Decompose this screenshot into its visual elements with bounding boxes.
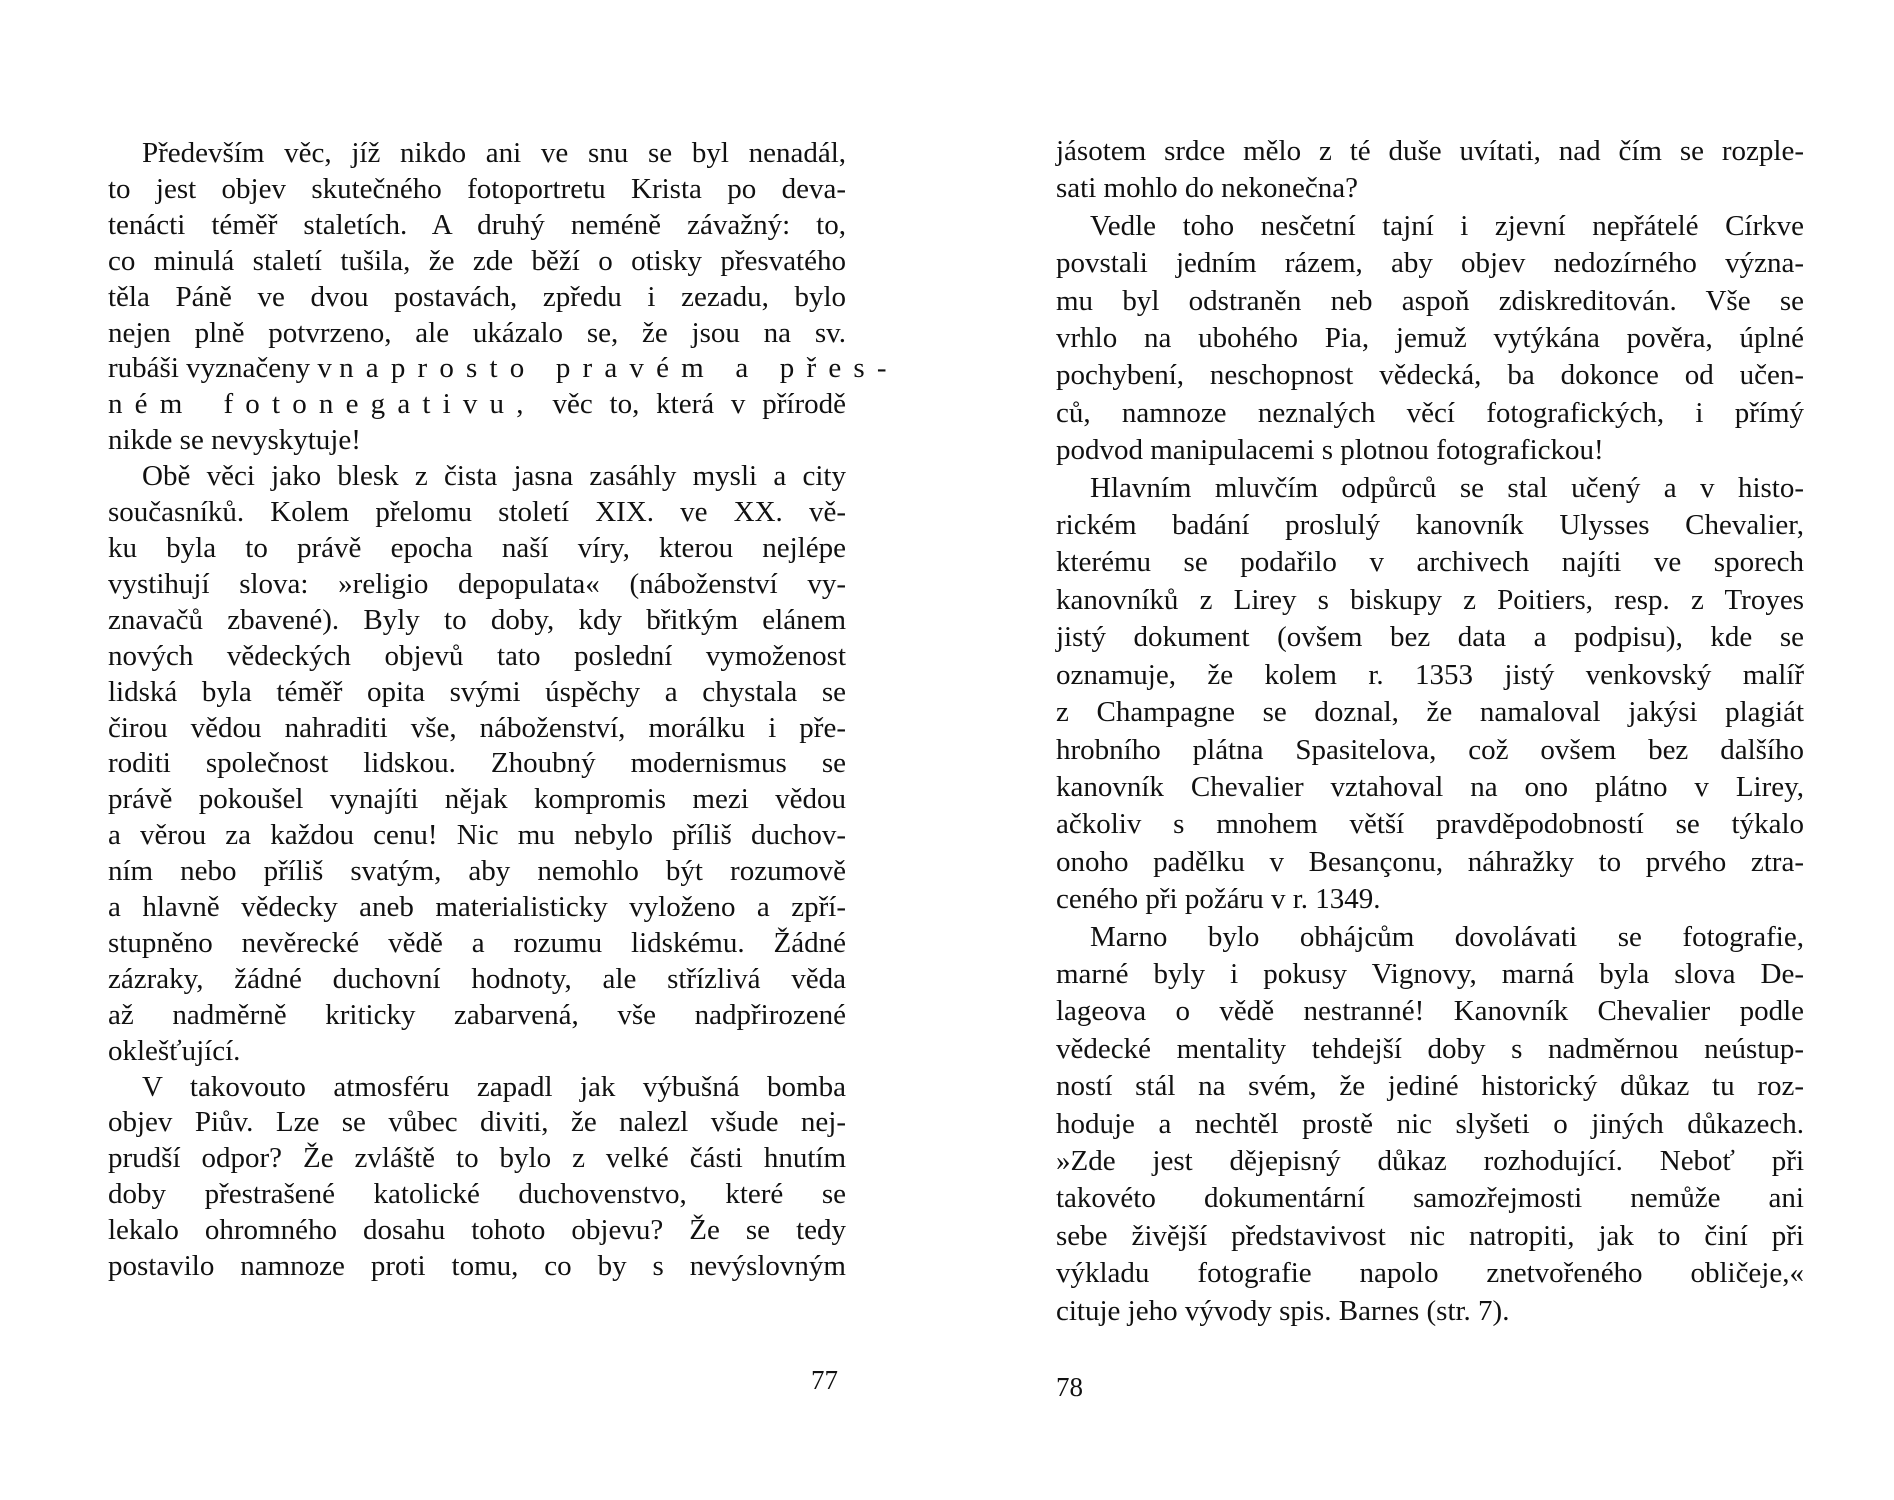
- text-line: prudší odpor? Že zvláště to bylo z velké části hnutím: [108, 1142, 846, 1175]
- text-line: to jest objev skutečného fotoportretu Krista po deva-: [108, 172, 846, 205]
- text-line: »Zde jest dějepisný důkaz rozhodující. Neboť při: [1056, 1144, 1804, 1177]
- text-line: kanovník Chevalier vztahoval na ono plátno v Lirey,: [1056, 770, 1804, 803]
- text-line: jistý dokument (ovšem bez data a podpisu), kde se: [1056, 621, 1804, 654]
- text-line: kterému se podařilo v archivech najíti ve sporech: [1056, 546, 1804, 579]
- left-page-text: [108, 136, 899, 1285]
- text-line: ku byla to právě epocha naší víry, kterou nejlépe: [108, 531, 846, 564]
- text-line: ačkoliv s mnohem větší pravděpodobností se týkalo: [1056, 808, 1804, 841]
- text-line: a věrou za každou cenu! Nic mu nebylo příliš duchov-: [108, 819, 846, 852]
- text-line: z Champagne se doznal, že namaloval jakýsi plagiát: [1056, 696, 1804, 729]
- text-line: nikde se nevyskytuje!: [108, 424, 361, 457]
- text-line: a hlavně vědecky aneb materialisticky vyloženo a zpří-: [108, 891, 846, 924]
- text-segment: rubáši vyznačeny v: [108, 352, 340, 385]
- text-line: hoduje a nechtěl prostě nic slyšeti o jiných důkazech.: [1056, 1107, 1804, 1140]
- text-line: rickém badání proslulý kanovník Ulysses Chevalier,: [1056, 509, 1804, 542]
- text-line: ností stál na svém, že jediné historický důkaz tu roz-: [1056, 1070, 1804, 1103]
- text-line: podvod manipulacemi s plotnou fotografickou!: [1056, 434, 1604, 467]
- text-line: pochybení, neschopnost vědecká, ba dokonce od učen-: [1056, 359, 1804, 392]
- text-line: [108, 387, 846, 423]
- text-line: takovéto dokumentární samozřejmosti nemůže ani: [1056, 1182, 1804, 1215]
- text-line: Hlavním mluvčím odpůrců se stal učený a v histo-: [1090, 471, 1804, 504]
- text-segment: věc to, která v přírodě: [535, 388, 846, 421]
- text-line: ců, namnoze neznalých věcí fotografických, i přímý: [1056, 396, 1804, 429]
- text-line: právě pokoušel vynajíti nějak kompromis mezi vědou: [108, 783, 846, 816]
- text-line: stupněno nevěrecké vědě a rozumu lidskému. Žádné: [108, 926, 846, 959]
- text-line: současníků. Kolem přelomu století XIX. ve XX. vě-: [108, 496, 846, 529]
- text-line: povstali jedním rázem, aby objev nedozírného význa-: [1056, 247, 1804, 280]
- text-line: čirou vědou nahraditi vše, náboženství, morálku i pře-: [108, 711, 846, 744]
- text-line: zázraky, žádné duchovní hodnoty, ale střízlivá věda: [108, 962, 846, 995]
- text-line: co minulá staletí tušila, že zde běží o otisky přesvatého: [108, 244, 846, 277]
- text-line: mu byl odstraněn neb aspoň zdiskreditován. Vše se: [1056, 284, 1804, 317]
- text-line: objev Piův. Lze se vůbec diviti, že nalezl všude nej-: [108, 1106, 846, 1139]
- text-line: cituje jeho vývody spis. Barnes (str. 7).: [1056, 1294, 1510, 1327]
- text-line: ním nebo příliš svatým, aby nemohlo být rozumově: [108, 855, 846, 888]
- text-line: [108, 351, 899, 387]
- text-line: vrhlo na ubohého Pia, jemuž vytýkána pověra, úplné: [1056, 322, 1804, 355]
- text-line: doby přestrašené katolické duchovenstvo, které se: [108, 1178, 846, 1211]
- emphasized-text: ném fotonegativu,: [108, 388, 536, 421]
- text-line: vědecké mentality tehdejší doby s nadměrnou neústup-: [1056, 1032, 1804, 1065]
- text-line: lidská byla téměř opita svými úspěchy a chystala se: [108, 675, 846, 708]
- text-line: Marno bylo obhájcům dovolávati se fotografie,: [1090, 920, 1804, 953]
- text-line: sati mohlo do nekonečna?: [1056, 172, 1358, 205]
- text-line: V takovouto atmosféru zapadl jak výbušná bomba: [142, 1070, 846, 1103]
- text-line: ceného při požáru v r. 1349.: [1056, 883, 1381, 916]
- text-line: onoho padělku v Besançonu, náhražky to prvého ztra-: [1056, 845, 1804, 878]
- emphasized-text: naprosto pravém a přes-: [339, 352, 899, 385]
- text-line: marné byly i pokusy Vignovy, marná byla slova De-: [1056, 957, 1804, 990]
- text-line: oznamuje, že kolem r. 1353 jistý venkovský malíř: [1056, 658, 1804, 691]
- text-line: lageova o vědě nestranné! Kanovník Chevalier podle: [1056, 995, 1804, 1028]
- text-line: tenácti téměř staletích. A druhý neméně závažný: to,: [108, 208, 846, 241]
- right-page-text: [1056, 133, 1804, 1330]
- text-line: lekalo ohromného dosahu tohoto objevu? Že se tedy: [108, 1214, 846, 1247]
- text-line: roditi společnost lidskou. Zhoubný modernismus se: [108, 747, 846, 780]
- text-line: Obě věci jako blesk z čista jasna zasáhly mysli a city: [142, 460, 846, 493]
- page-number-right: 78: [1056, 1372, 1083, 1402]
- text-line: hrobního plátna Spasitelova, což ovšem bez dalšího: [1056, 733, 1804, 766]
- page-number-left: 77: [811, 1365, 838, 1395]
- text-line: kanovníků z Lirey s biskupy z Poitiers, resp. z Troyes: [1056, 583, 1804, 616]
- text-line: oklešťující.: [108, 1034, 241, 1067]
- text-line: jásotem srdce mělo z té duše uvítati, nad čím se rozple-: [1056, 135, 1804, 167]
- text-line: nejen plně potvrzeno, ale ukázalo se, že jsou na sv.: [108, 316, 846, 349]
- text-line: až nadměrně kriticky zabarvená, vše nadpřirozené: [108, 998, 846, 1031]
- text-line: postavilo namnoze proti tomu, co by s nevýslovným: [108, 1250, 846, 1283]
- text-line: nových vědeckých objevů tato poslední vymoženost: [108, 639, 846, 672]
- text-line: Vedle toho nesčetní tajní i zjevní nepřátelé Církve: [1090, 209, 1804, 242]
- text-line: vystihují slova: »religio depopulata« (náboženství vy-: [108, 567, 846, 600]
- text-line: výkladu fotografie napolo znetvořeného obličeje,«: [1056, 1257, 1804, 1290]
- text-line: sebe živější představivost nic natropiti, jak to činí při: [1056, 1219, 1804, 1252]
- text-line: těla Páně ve dvou postavách, zpředu i zezadu, bylo: [108, 280, 846, 313]
- text-line: znavačů zbavené). Byly to doby, kdy břitkým elánem: [108, 603, 846, 636]
- text-line: Především věc, jíž nikdo ani ve snu se byl nenadál,: [142, 137, 846, 169]
